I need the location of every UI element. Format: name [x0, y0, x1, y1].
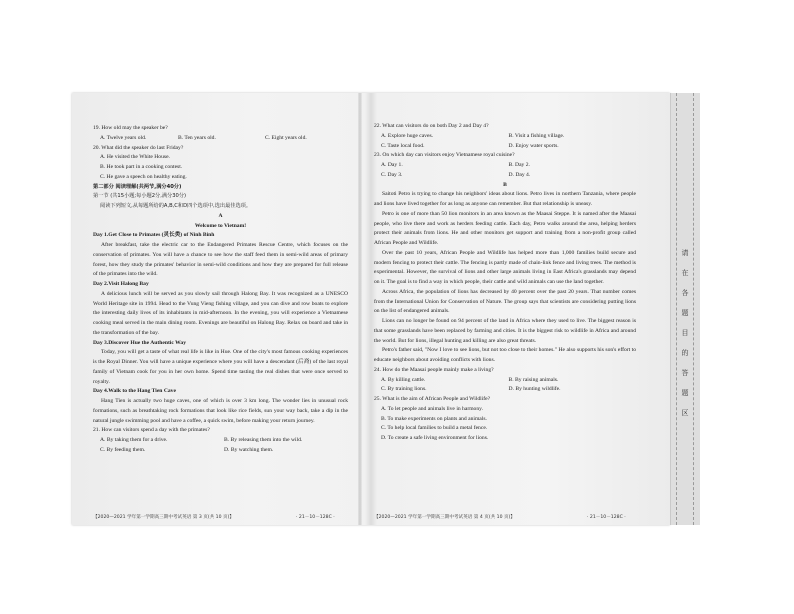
notice-char: 目: [681, 329, 689, 337]
paragraph: Over the past 10 years, African People and Wildlife has helped more than 1,000 families build secure and modern fencing to protect their cattle. The fencing is partly made of chain-link fence and living trees. The method is experimental. However, the survival of lions and other large animals living in East Africa's grasslands may depend on it. The goal is to find a way in which people, their cattle and wild animals can use the land together.: [374, 249, 636, 285]
option: C. Taste local food.: [381, 142, 425, 149]
question-23: 23. On which day can visitors enjoy Vietnamese royal cuisine?: [374, 152, 515, 159]
option: C. By feeding them.: [100, 446, 146, 453]
question-25: 25. What is the aim of African People and Wildlife?: [374, 396, 491, 402]
passage-title: Welcome to Vietnam!: [194, 222, 247, 229]
option: C. By training lions.: [381, 386, 427, 393]
option: A. By killing cattle.: [381, 376, 426, 383]
question-24-options: [374, 376, 636, 386]
part-heading: 第二部分 阅读理解(共两节,满分40分): [93, 183, 182, 190]
footer-text: 【2020—2021 学年第一学期高三期中考试英语 第 4 页(共 10 页)】: [374, 515, 515, 520]
paragraph: After breakfast, take the electric car to the Endangered Primates Rescue Centre, which focuses on the conservation of primates. You will have a chance to see how the staff feed them in semi-wild areas of primary forest, how they study the primates' behavior in semi-wild conditions and how they are prepared for full release of the primates into the wild.: [93, 242, 348, 278]
option: A. He visited the White House.: [100, 154, 170, 161]
option: B. Visit a fishing village.: [508, 132, 565, 139]
left-page: [93, 124, 348, 456]
answer-sheet-edge: [670, 93, 700, 525]
passage-letter: B: [503, 181, 507, 188]
notice-char: 请: [681, 249, 689, 257]
day-heading: Day 1.Get Close to Primates (灵长类) of Ninh Binh: [93, 232, 215, 239]
day-heading: Day 2.Visit Halong Bay: [93, 281, 149, 287]
footer-text: 【2020—2021 学年第一学期高三期中考试英语 第 3 页(共 10 页)】: [93, 515, 234, 520]
notice-char: 在: [681, 269, 689, 277]
question-21: 21. How can visitors spend a day with the primates?: [93, 427, 210, 434]
day-heading: Day 3.Discover Hue the Authentic Way: [93, 339, 187, 346]
option: B. Ten years old.: [178, 134, 216, 141]
option: D. To create a safe living environment for lions.: [381, 435, 489, 441]
question-21-options: [93, 436, 348, 446]
question-19-options: [93, 134, 348, 144]
day-heading: Day 4.Walk to the Hang Tien Cave: [93, 388, 176, 395]
option: B. By releasing them into the wild.: [224, 437, 303, 443]
option: C. Eight years old.: [265, 134, 307, 141]
paragraph: A delicious lunch will be served as you slowly sail through Halong Bay. It was recognized as a UNESCO World Heritage site in 1994. Head to the Vung Vieng fishing village, and you can dive and row boats to explore the interesting daily lives of its inhabitants in mid-afternoon. In the evening, you will experience a Vietnamese cooking meal served in the main dining room. Evenings are beautiful on Halong Bay. Relax on board and take in the transformation of the bay.: [93, 290, 348, 336]
notice-char: 的: [681, 349, 689, 357]
option: A. Twelve years old.: [100, 134, 147, 141]
option: C. Day 3.: [381, 171, 403, 178]
paragraph: Petro is one of more than 50 lion monitors in an area known as the Maasai Steppe. It is named after the Maasai people, who live there and work as herders feeding cattle. Each day, Petro walks around the area, helping herders protect their animals from lions. He and other monitors get support and training from a non-profit group called African People and Wildlife.: [374, 210, 636, 246]
question-22: 22. What can visitors do on both Day 2 and Day 4?: [374, 123, 489, 129]
page-footer-right: [374, 514, 626, 520]
option: A. Day 1.: [381, 162, 403, 168]
question-23-options: [374, 161, 636, 171]
right-page: [374, 122, 636, 444]
notice-char: 区: [681, 409, 689, 417]
paragraph: Hang Tien is actually two huge caves, one of which is over 3 km long. The wonder lies in unusual rock formations, such as breathtaking rock formations that look like rice fields, sun your way back, take a dip in the natural jungle swimming pool and have a coffee, a quick swim, before making your return journey.: [93, 398, 348, 424]
page-footer-left: [93, 514, 335, 520]
option: A. By taking them for a drive.: [100, 437, 168, 443]
vertical-notice: [678, 243, 692, 423]
section-heading: 第一节 (共15小题;每小题2分,满分30分): [93, 193, 187, 200]
paragraph: Petro's father said, "Now I love to see lions, but not too close to their homes." He also supports his son's effort to educate neighbors about avoiding conflicts with lions.: [374, 347, 636, 363]
option: B. Day 2.: [508, 162, 530, 168]
option: B. By raising animals.: [508, 376, 559, 383]
option: D. By watching them.: [224, 446, 274, 453]
option: D. Enjoy water sports.: [508, 142, 559, 149]
question-19: 19. How old may the speaker be?: [93, 125, 168, 131]
question-22-options: [374, 142, 636, 152]
option: B. To make experiments on plants and animals.: [381, 415, 487, 422]
option: C. To help local families to build a metal fence.: [381, 425, 488, 432]
page-fold: [358, 93, 362, 525]
question-24: 24. How do the Maasai people mainly make a living?: [374, 366, 494, 373]
footer-code: · 21－10－128C ·: [587, 515, 626, 520]
question-23-options: [374, 171, 636, 181]
option: D. By hunting wildlife.: [508, 386, 561, 393]
question-22-options: [374, 132, 636, 142]
notice-char: 题: [681, 309, 689, 317]
option: D. Day 4.: [508, 171, 531, 178]
footer-code: · 21－10－128C ·: [296, 515, 335, 520]
option: B. He took part in a cooking contest.: [100, 164, 183, 170]
paragraph: Across Africa, the population of lions has decreased by 40 percent over the past 20 years. That number comes from the International Union for Conservation of Nature. The group says that scientists are considering putting lions on the list of endangered animals.: [374, 288, 636, 315]
question-20: 20. What did the speaker do last Friday?: [93, 144, 184, 151]
option: A. Explore huge caves.: [381, 132, 434, 139]
notice-char: 答: [681, 369, 689, 377]
paragraph: Saitoti Petro is trying to change his neighbors' ideas about lions. Petro lives in northern Tanzania, where people and lions have lived together for as long as anyone can remember. But that relationship is uneasy.: [374, 191, 636, 207]
notice-char: 题: [681, 389, 689, 397]
notice-char: 各: [681, 289, 689, 297]
passage-letter: A: [218, 212, 223, 219]
paragraph: Today, you will get a taste of what real life is like in Hue. One of the city's most famous cooking experiences is the Royal Dinner. You will have a unique experience where you will have a descendant (后裔) of the last royal family of Vietnam cook for you in her own home. Spend time tasting the real dishes that were once served to royalty.: [93, 349, 348, 385]
paragraph: Lions can no longer be found on 94 percent of the land in Africa where they used to live. The biggest reason is that some grasslands have been replaced by farming and cities. It is the biggest risk to wildlife in Africa and around the world. But for lions, illegal hunting and killing are also great threats.: [374, 318, 636, 344]
question-21-options: [93, 446, 348, 456]
option: C. He gave a speech on healthy eating.: [100, 173, 187, 180]
option: A. To let people and animals live in harmony.: [381, 405, 483, 412]
question-24-options: [374, 385, 636, 395]
section-instructions: 阅读下列短文,从每题所给的A,B,C和D四个选项中,选出最佳选项。: [100, 203, 252, 209]
